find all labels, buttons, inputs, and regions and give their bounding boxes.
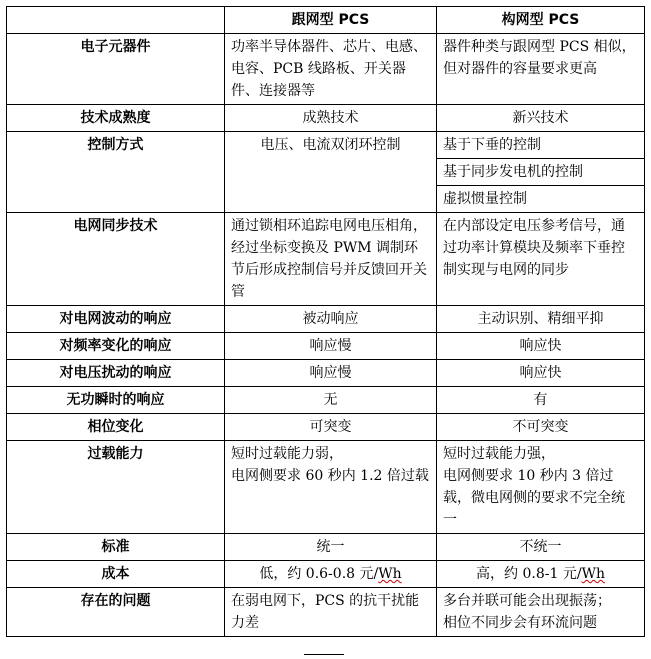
row-label: 电网同步技术 [7,213,225,306]
row-label: 成本 [7,561,225,588]
table-row [7,414,645,441]
form-cell: 主动识别、精细平抑 [437,306,645,333]
header-blank [7,7,225,34]
form-cell: 基于同步发电机的控制 [437,159,645,186]
follow-cell: 被动响应 [225,306,437,333]
form-cell: 器件种类与跟网型 PCS 相似，但对器件的容量要求更高 [437,34,645,105]
follow-cell: 可突变 [225,414,437,441]
table-row [7,34,645,105]
follow-cell: 无 [225,387,437,414]
follow-cost: 低，约 0.6-0.8 元/ [259,566,379,582]
follow-line: 电网侧要求 60 秒内 1.2 倍过载 [231,468,429,484]
table-row [7,213,645,306]
follow-cell: 功率半导体器件、芯片、电感、电容、PCB 线路板、开关器件、连接器等 [225,34,437,105]
follow-cell: 电压、电流双闭环控制 [225,132,437,213]
row-label: 相位变化 [7,414,225,441]
form-cell: 虚拟惯量控制 [437,186,645,213]
form-cell: 不可突变 [437,414,645,441]
comparison-table [6,6,645,637]
row-label: 控制方式 [7,132,225,213]
row-label: 过载能力 [7,441,225,534]
form-cell [437,441,645,534]
table-row [7,360,645,387]
form-line: 电网侧要求 10 秒内 3 倍过载，微电网侧的要求不完全统一 [443,468,625,528]
follow-cell: 通过锁相环追踪电网电压相角，经过坐标变换及 PWM 调制环节后形成控制信号并反馈回开关管 [225,213,437,306]
table-row [7,588,645,637]
table-row [7,441,645,534]
table-row [7,132,645,159]
table-row [7,105,645,132]
form-cell: 有 [437,387,645,414]
form-cell [437,588,645,637]
form-cost-unit: Wh [581,566,605,582]
row-label: 电子元器件 [7,34,225,105]
form-cell: 不统一 [437,534,645,561]
table-row [7,333,645,360]
form-line: 多台并联可能会出现振荡； [443,593,611,609]
header-grid-forming-pcs: 构网型 PCS [437,7,645,34]
form-line: 短时过载能力强， [443,446,555,462]
table-row [7,561,645,588]
table-header-row [7,7,645,34]
page-footer-rule [304,654,344,655]
form-cell [437,561,645,588]
row-label: 无功瞬时的响应 [7,387,225,414]
row-label: 对频率变化的响应 [7,333,225,360]
follow-line: 短时过载能力弱， [231,446,343,462]
row-label: 标准 [7,534,225,561]
row-label: 对电压扰动的响应 [7,360,225,387]
follow-cost-unit: Wh [378,566,402,582]
row-label: 存在的问题 [7,588,225,637]
form-cell: 响应快 [437,360,645,387]
table-row [7,387,645,414]
header-grid-following-pcs: 跟网型 PCS [225,7,437,34]
follow-cell: 响应慢 [225,333,437,360]
follow-cell: 统一 [225,534,437,561]
form-cell: 响应快 [437,333,645,360]
form-cell: 基于下垂的控制 [437,132,645,159]
form-cost: 高，约 0.8-1 元/ [476,566,582,582]
table-row [7,534,645,561]
follow-cell: 响应慢 [225,360,437,387]
table-row [7,306,645,333]
form-cell: 在内部设定电压参考信号，通过功率计算模块及频率下垂控制实现与电网的同步 [437,213,645,306]
form-line: 相位不同步会有环流问题 [443,615,597,631]
follow-cell [225,561,437,588]
form-cell: 新兴技术 [437,105,645,132]
follow-cell: 成熟技术 [225,105,437,132]
follow-cell [225,441,437,534]
row-label: 技术成熟度 [7,105,225,132]
row-label: 对电网波动的响应 [7,306,225,333]
follow-cell: 在弱电网下，PCS 的抗干扰能力差 [225,588,437,637]
